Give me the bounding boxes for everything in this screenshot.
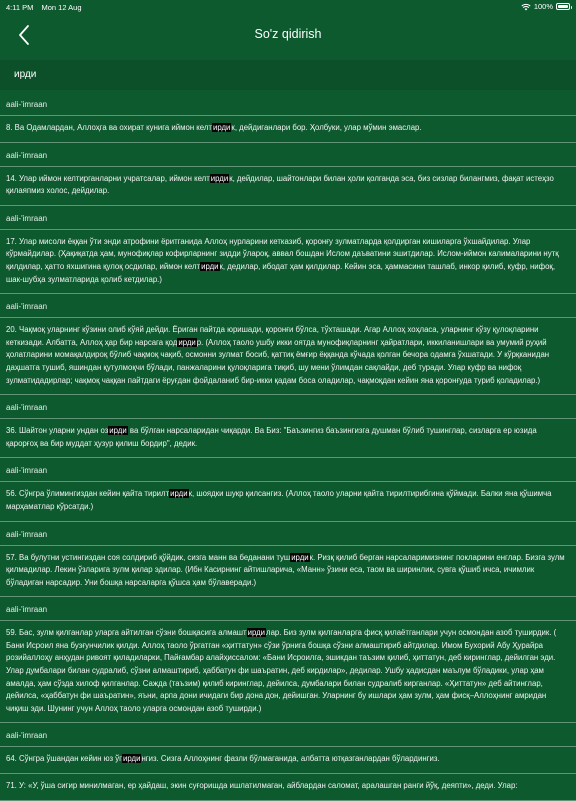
verse-text-before: 56. Сўнгра ўлимингиздан кейин қайта тирилт xyxy=(6,489,170,499)
verse-text-before: 71. У: «У, ўша сигир минилмаган, ер ҳайдаш, экин суғоришда ишлатилмаган, айблардан саломат, аралашган ранги йўқ, деяпти», деди. Улар: xyxy=(6,781,518,791)
result-item[interactable] xyxy=(0,522,576,598)
result-item[interactable] xyxy=(0,92,576,143)
verse-text-after: лар. Биз зулм қилганларга фисқ қилаётганлари учун осмондан азоб туширдик. ( Бани Исроил яна бузғунчилик қилди. Аллоҳ таоло ўргатган «ҳиттатун» сўзи ўрнига бошқа сўзни алмаштириб айтдилар. Имом Бухорий Абу Ҳурайра розийаллоҳу анҳудан ривоят қиладиларки, Пайғамбар алайҳиссалом: «Бани Исроилга, эшикдан таъзим қилиб, ҳиттатун, деб киринглар, дейилган эди. Улар думбалари билан судралиб, сўзни алмаштириб, ҳаббатун фи шаъратин, деб кирдилар», дедилар. Ушбу ҳадисдан маълум бўладики, улар ҳам амалда, ҳам сўзда хилоф қилганлар. Сажда (таъзим) қилиб киринглар, дейилса, думбалари билан судралиб кирганлар. «Ҳиттатун» деб айтинглар, дейилса, «ҳаббатун фи шаъратин», яъни, арпа дони ичидаги бир дона дон, дейишган. Уларнинг бу ишлари ҳам зулм, ҳам фисқ–Аллоҳнинг амридан чиқиш эди. Шунинг учун Аллоҳ таоло уларга осмондан азоб туширди.) xyxy=(6,628,557,713)
verse-text-after: ва бўлган нарсаларидан чиқарди. Ва Биз: "Баъзингиз баъзингизга душман бўлиб тушинглар, сизларга ер юзида қарорғоҳ ва бир муддат ҳузур қилиш бордир", дедик. xyxy=(6,426,537,448)
result-item[interactable] xyxy=(0,458,576,521)
surah-label: aali-'imraan xyxy=(0,723,576,747)
surah-label: aali-'imraan xyxy=(0,294,576,318)
status-bar xyxy=(0,0,576,14)
verse-text-after: р. (Аллоҳ таоло ушбу икки оятда мунофиқларнинг ҳайратлари, иккиланишлари ва умумий руҳий ҳолатларини момақалдироқ бўлиб чақмоқ чақиб, осмонни зулмат босиб, қаттиқ ёмғир ёққанда кўчада қолган бечора одамга ўхшатади. У кўрқканидан даҳшатга тушиб, яшиндан қутулмоқчи бўлади, панжаларини қулоқларига тиқиб, шу мени ўлимдан сақлайди, деб туради. Улар куфр ва нифоқ зулматидадирлар; чақмоқ чаққан пайтдаги ёруғдан фойдаланиб бир-икки қадам боса оладилар, чақмоқдан кейин яна қоронғуда туриб қоладилар.) xyxy=(6,337,550,385)
verse-text xyxy=(6,747,568,773)
verse-text-before: 57. Ва булутни устингиздан соя солдириб қўйдик, сизга манн ва беданани туш xyxy=(6,552,291,562)
surah-label: aali-'imraan xyxy=(0,522,576,546)
battery-icon xyxy=(556,3,570,10)
match-highlight: ирди xyxy=(178,337,196,347)
results-list xyxy=(0,92,576,801)
verse-text-after: к, дейдилар, шайтонлари билан ҳоли қолганда эса, биз сизлар билангмиз, фақат истеҳзо қилаяпмиз холос, дейдилар. xyxy=(6,173,554,196)
search-input[interactable] xyxy=(14,69,554,80)
status-date: Mon 12 Aug xyxy=(41,3,82,12)
verse-text xyxy=(6,167,568,205)
result-item[interactable] xyxy=(0,143,576,206)
result-item[interactable] xyxy=(0,294,576,395)
match-highlight: ирди xyxy=(109,426,127,436)
match-highlight: ирди xyxy=(170,489,188,499)
verse-text-before: 20. Чақмоқ уларнинг кўзини олиб кўяй дейди. Ёриган пайтда юришади, қоронғи бўлса, тўхташади. Агар Аллоҳ хоҳласа, уларнинг кўзу қулоқларини кеткизади. Албатта, Аллоҳ ҳар бир нарсага қод xyxy=(6,325,539,347)
verse-text xyxy=(6,318,568,394)
verse-text-before: 14. Улар иймон келтирганларни учратсалар, иймон келт xyxy=(6,173,210,183)
verse-text-before: 17. Улар мисоли ёққан ўти энди атрофини ёритганида Аллоҳ нурларини кетказиб, қоронғу зулматларда қолдирган кишиларга ўхшайдилар. Улар кўрмайдилар. (Ҳақиқатда ҳам, мунофиқлар кофирларнинг зидди ўлароқ, аввал бошдан Ислом даъватини эшитдилар. Ислом-иймон калималарини нутқ қилдилар, ҳатто яхшигина қулоқ осдилар, иймон келт xyxy=(6,236,559,271)
match-highlight: ирди xyxy=(247,628,266,638)
surah-label: aali-'imraan xyxy=(0,458,576,482)
surah-label: aali-'imraan xyxy=(0,206,576,230)
result-item[interactable] xyxy=(0,774,576,801)
surah-label: aali-'imraan xyxy=(0,92,576,116)
wifi-icon xyxy=(521,3,531,11)
verse-text xyxy=(6,546,568,597)
verse-text xyxy=(6,621,568,722)
surah-label: aali-'imraan xyxy=(0,143,576,167)
status-time: 4:11 PM xyxy=(6,3,34,12)
verse-text-after: к, дейдиганлари бор. Ҳолбуки, улар мўмин эмаслар. xyxy=(231,123,422,132)
verse-text-after: нгиз. Сизга Аллоҳнинг фазли бўлмаганида, албатта ютқазганлардан бўлардингиз. xyxy=(141,754,440,764)
search-bar xyxy=(0,60,576,90)
match-highlight: ирди xyxy=(212,123,231,132)
match-highlight: ирди xyxy=(210,173,229,183)
verse-text xyxy=(6,774,568,800)
verse-text-after: к. Ризқ қилиб берган нарсаларимизнинг покларини енглар. Бизга зулм қилмадилар. Лекин ўзларига зулм қилар эдилар. (Ибн Касирнинг айтишларича, «Манн» ўзини еса, таом ва ширинлик, сувга қўшиб ичса, ичимлик бўладиган нарсадир. Уни бошқа нарсаларга қўшса ҳам бўлаверади.) xyxy=(6,552,565,587)
verse-text-after: к, шоядки шукр қилсангиз. (Аллоҳ таоло уларни қайта тирилтирибгина қўймади. Балки яна қўшимча марҳаматлар кўрсатди.) xyxy=(6,489,552,511)
result-item[interactable] xyxy=(0,395,576,458)
surah-label: aali-'imraan xyxy=(0,395,576,419)
status-right xyxy=(521,2,570,11)
nav-bar xyxy=(0,14,576,56)
status-left xyxy=(6,3,88,12)
result-item[interactable] xyxy=(0,206,576,294)
surah-label: aali-'imraan xyxy=(0,597,576,621)
result-item[interactable] xyxy=(0,597,576,723)
verse-text xyxy=(6,230,568,293)
result-item[interactable] xyxy=(0,723,576,774)
match-highlight: ирди xyxy=(291,552,309,562)
verse-text-before: 8. Ва Одамлардан, Аллоҳга ва охират кунига иймон келт xyxy=(6,123,212,132)
verse-text xyxy=(6,116,568,142)
match-highlight: ирди xyxy=(201,261,219,271)
verse-text xyxy=(6,419,568,457)
verse-text-before: 59. Бас, зулм қилганлар уларга айтилган сўзни бошқасига алмашт xyxy=(6,628,247,638)
match-highlight: ирди xyxy=(123,754,141,764)
verse-text-before: 36. Шайтон уларни ундан оз xyxy=(6,426,109,436)
battery-percent: 100% xyxy=(533,2,553,11)
verse-text-after: к, дедилар, ибодат ҳам қилдилар. Кейин эса, ҳаммасини ташлаб, инкор қилиб, куфр, нифоқ, шак-шубҳа зулматларида қолиб кетдилар.) xyxy=(6,261,555,284)
page-title: So'z qidirish xyxy=(254,27,322,41)
verse-text xyxy=(6,482,568,520)
verse-text-before: 64. Сўнгра ўшандан кейин юз ўг xyxy=(6,754,123,764)
